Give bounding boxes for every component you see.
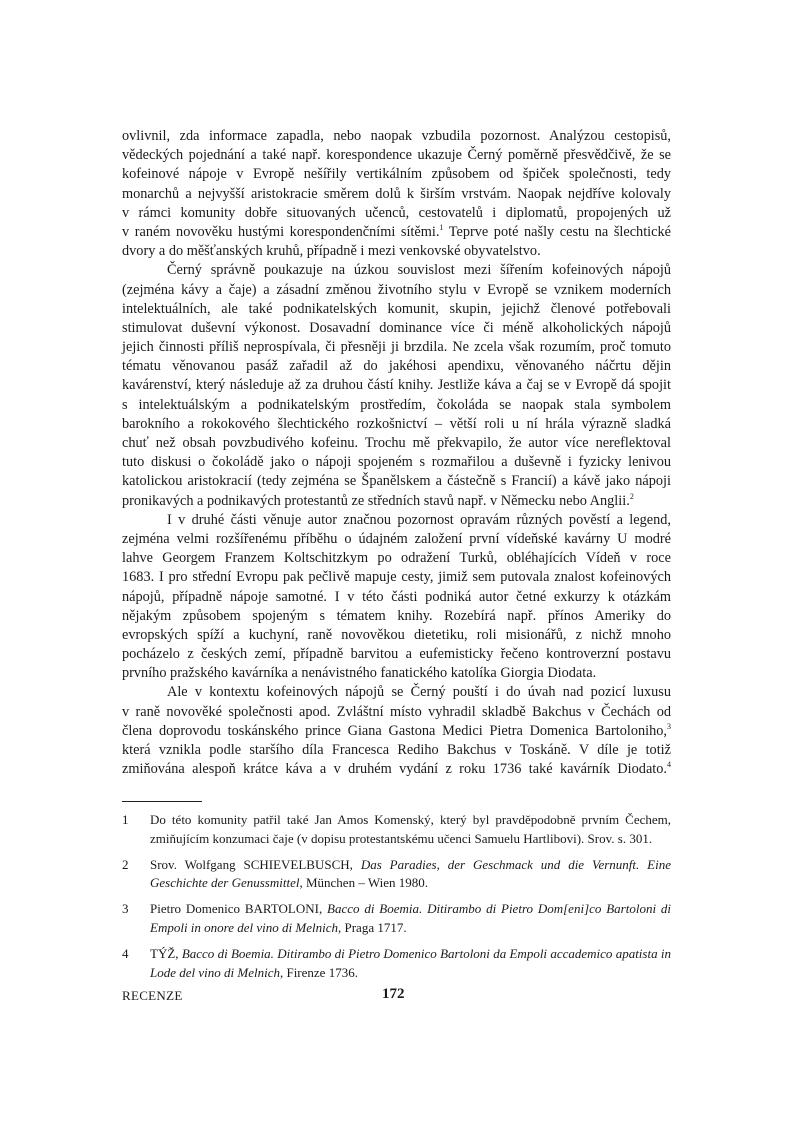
body-line: ovlivnil, zda informace zapadla, nebo naopak vzbudila pozornost. Analýzou cestopisů, <box>122 128 671 144</box>
body-line: zejména velmi rozšířenému příběhu o údajném založení první vídeňské kavárny U modré <box>122 530 671 547</box>
body-line: tuto diskusi o čokoládě jako o nápoji spojeném s rozmařilou a duševně i fyzicky lenivou <box>122 454 671 471</box>
page-number: 172 <box>382 986 405 1002</box>
footnote-line: Geschichte der Genussmittel, München – Wien 1980. <box>150 875 428 891</box>
footnote-line: Pietro Domenico BARTOLONI, Bacco di Boemia. Ditirambo di Pietro Dom[eni]co Bartoloni di <box>150 901 671 917</box>
body-line: katolickou aristokracií (tedy zejména se Španělskem a částečně s Francií) a kávě jako nápoji <box>122 473 671 490</box>
footnote-ref: 1 <box>439 222 444 232</box>
body-line: pocházelo z českých zemí, případně barvitou a eufemisticky řečeno kontroverzní postavu <box>122 646 671 663</box>
body-line: v raně novověké společnosti apod. Zvláštní místo vyhradil skladbě Bakchus v Čechách od <box>122 703 671 720</box>
footnote-line: Do této komunity patřil také Jan Amos Komenský, který byl pravděpodobně prvním Čechem, <box>150 812 671 827</box>
footnote <box>122 856 671 894</box>
body-line: kofeinové nápoje v Evropě nešířily vertikálním způsobem od špiček společnosti, tedy <box>122 166 671 183</box>
footnote-number: 2 <box>122 856 129 872</box>
footnote-number: 1 <box>122 812 129 827</box>
footnote-line: Lode del vino di Melnich, Firenze 1736. <box>150 964 358 980</box>
footnote-number: 3 <box>122 901 129 917</box>
body-line: barokního a rokokového šlechtického rozkošnictví – větší roli u ní hrála výrazně sladká <box>122 415 671 432</box>
body-line: chuť než obsah povzbudivého kofeinu. Trochu mě překvapilo, že autor více nereflektoval <box>122 435 671 451</box>
footnotes <box>122 811 671 989</box>
body-line: evropských spíží a kuchyní, raně novověkou dietetiku, roli misionářů, z nichž mnoho <box>122 626 671 643</box>
body-line: 1683. I pro střední Evropu pak pečlivě mapuje cesty, jimiž sem putovala znalost kofeinových <box>122 569 671 586</box>
body-line: jejich činnosti příliš neprospívala, či přesněji ji brzdila. Ne zcela však rozumím, proč tomuto <box>122 339 671 356</box>
body-line: nějakým způsobem spojeným s tématem knihy. Rozebírá např. přínos Ameriky do <box>122 607 671 624</box>
body-line: monarchů a nejvyšší aristokracie směrem dolů k širším vrstvám. Naopak nejdříve kolovaly <box>122 185 671 202</box>
body-line: stimulovat duševní výkonost. Dosavadní dominance více či méně alkoholických nápojů <box>122 319 671 336</box>
body-line: zmiňována alespoň krátce káva a v druhém vydání z roku 1736 také kavárník Diodato.$^4$ <box>122 760 671 778</box>
body-line: v rámci komunity dobře situovaných učenců, cestovatelů i diplomatů, propojených už <box>122 204 671 221</box>
footnote-line: TÝŽ, Bacco di Boemia. Ditirambo di Pietro Domenico Bartoloni da Empoli accademico apatista in <box>150 945 671 961</box>
body-line: dvory a do měšťanských kruhů, případně i mezi venkovské obyvatelstvo. <box>122 243 541 260</box>
body-line: (zejména kávy a čaje) a zásadní změnou životního stylu v Evropě se vznikem moderních <box>122 281 671 298</box>
body-line: nápojů, případně nápoje samotné. I v této části podniká autor četné exkurzy k otázkám <box>122 588 671 605</box>
body-line: lahve Georgem Franzem Koltschitzkym po odražení Turků, obléhajících Vídeň v roce <box>122 550 671 567</box>
footnote-line: zmiňujícím konzumaci čaje (v dopisu protestantskému učenci Samuelu Hartlibovi). Srov. s. 301. <box>150 830 653 846</box>
body-line: člena doprovodu toskánského prince Giana Gastona Medici Pietra Domenica Bartoloniho,$^3$ <box>122 721 671 739</box>
body-line: prvního pražského kavárníka a nenávistného fanatického katolíka Giorgia Diodata. <box>122 665 597 682</box>
footnote-ref: 3 <box>667 721 671 731</box>
body-line: vědeckých pojednání a také např. korespondence ukazuje Černý poměrně přesvědčivě, že se <box>122 147 671 164</box>
footnote-line: Srov. Wolfgang SCHIEVELBUSCH, Das Paradies, der Geschmack und die Vernunft. Eine <box>150 856 672 872</box>
body-line: Černý správně poukazuje na úzkou souvislost mezi šířením kofeinových nápojů <box>167 262 671 279</box>
body-text <box>122 127 671 779</box>
footnote-ref: 2 <box>629 491 634 501</box>
footnote <box>122 811 671 849</box>
body-line: v raném novověku hustými korespondenčními sítěmi.$^1$ Teprve poté našly cestu na šlechtické <box>122 222 671 240</box>
footnote-number: 4 <box>122 945 129 961</box>
body-line: tématu věnovanou pasáž zařadil až do jakéhosi apendixu, věnovaného náčrtu dějin <box>122 358 671 375</box>
running-footer-section: RECENZE <box>122 988 183 1003</box>
footnote <box>122 900 671 938</box>
body-line: s intelektuálským a podnikatelským prostředím, čokoláda se naopak stala symbolem <box>122 396 671 413</box>
body-line: I v druhé části věnuje autor značnou pozornost opravám různých pověstí a legend, <box>167 511 671 528</box>
footnote-ref: 4 <box>667 760 671 770</box>
body-line: která vznikla podle staršího díla Francesca Rediho Bakchus v Toskáně. V díle je totiž <box>122 742 671 758</box>
body-line: Ale v kontextu kofeinových nápojů se Černý pouští i do úvah nad pozicí luxusu <box>167 684 671 701</box>
footnote-divider <box>122 801 202 802</box>
body-line: pronikavých a podnikavých protestantů ze středních stavů např. v Německu nebo Anglii.$^2$ <box>122 491 634 509</box>
body-line: intelektuálních, ale také podnikatelských komunit, skupin, jejichž členové potřebovali <box>122 300 671 317</box>
footnote <box>122 945 671 983</box>
body-line: kavárenství, který následuje až za druhou částí knihy. Jestliže káva a čaj se v Evropě dá spojit <box>122 377 671 394</box>
footnote-line: Empoli in onore del vino di Melnich, Praga 1717. <box>150 919 407 935</box>
